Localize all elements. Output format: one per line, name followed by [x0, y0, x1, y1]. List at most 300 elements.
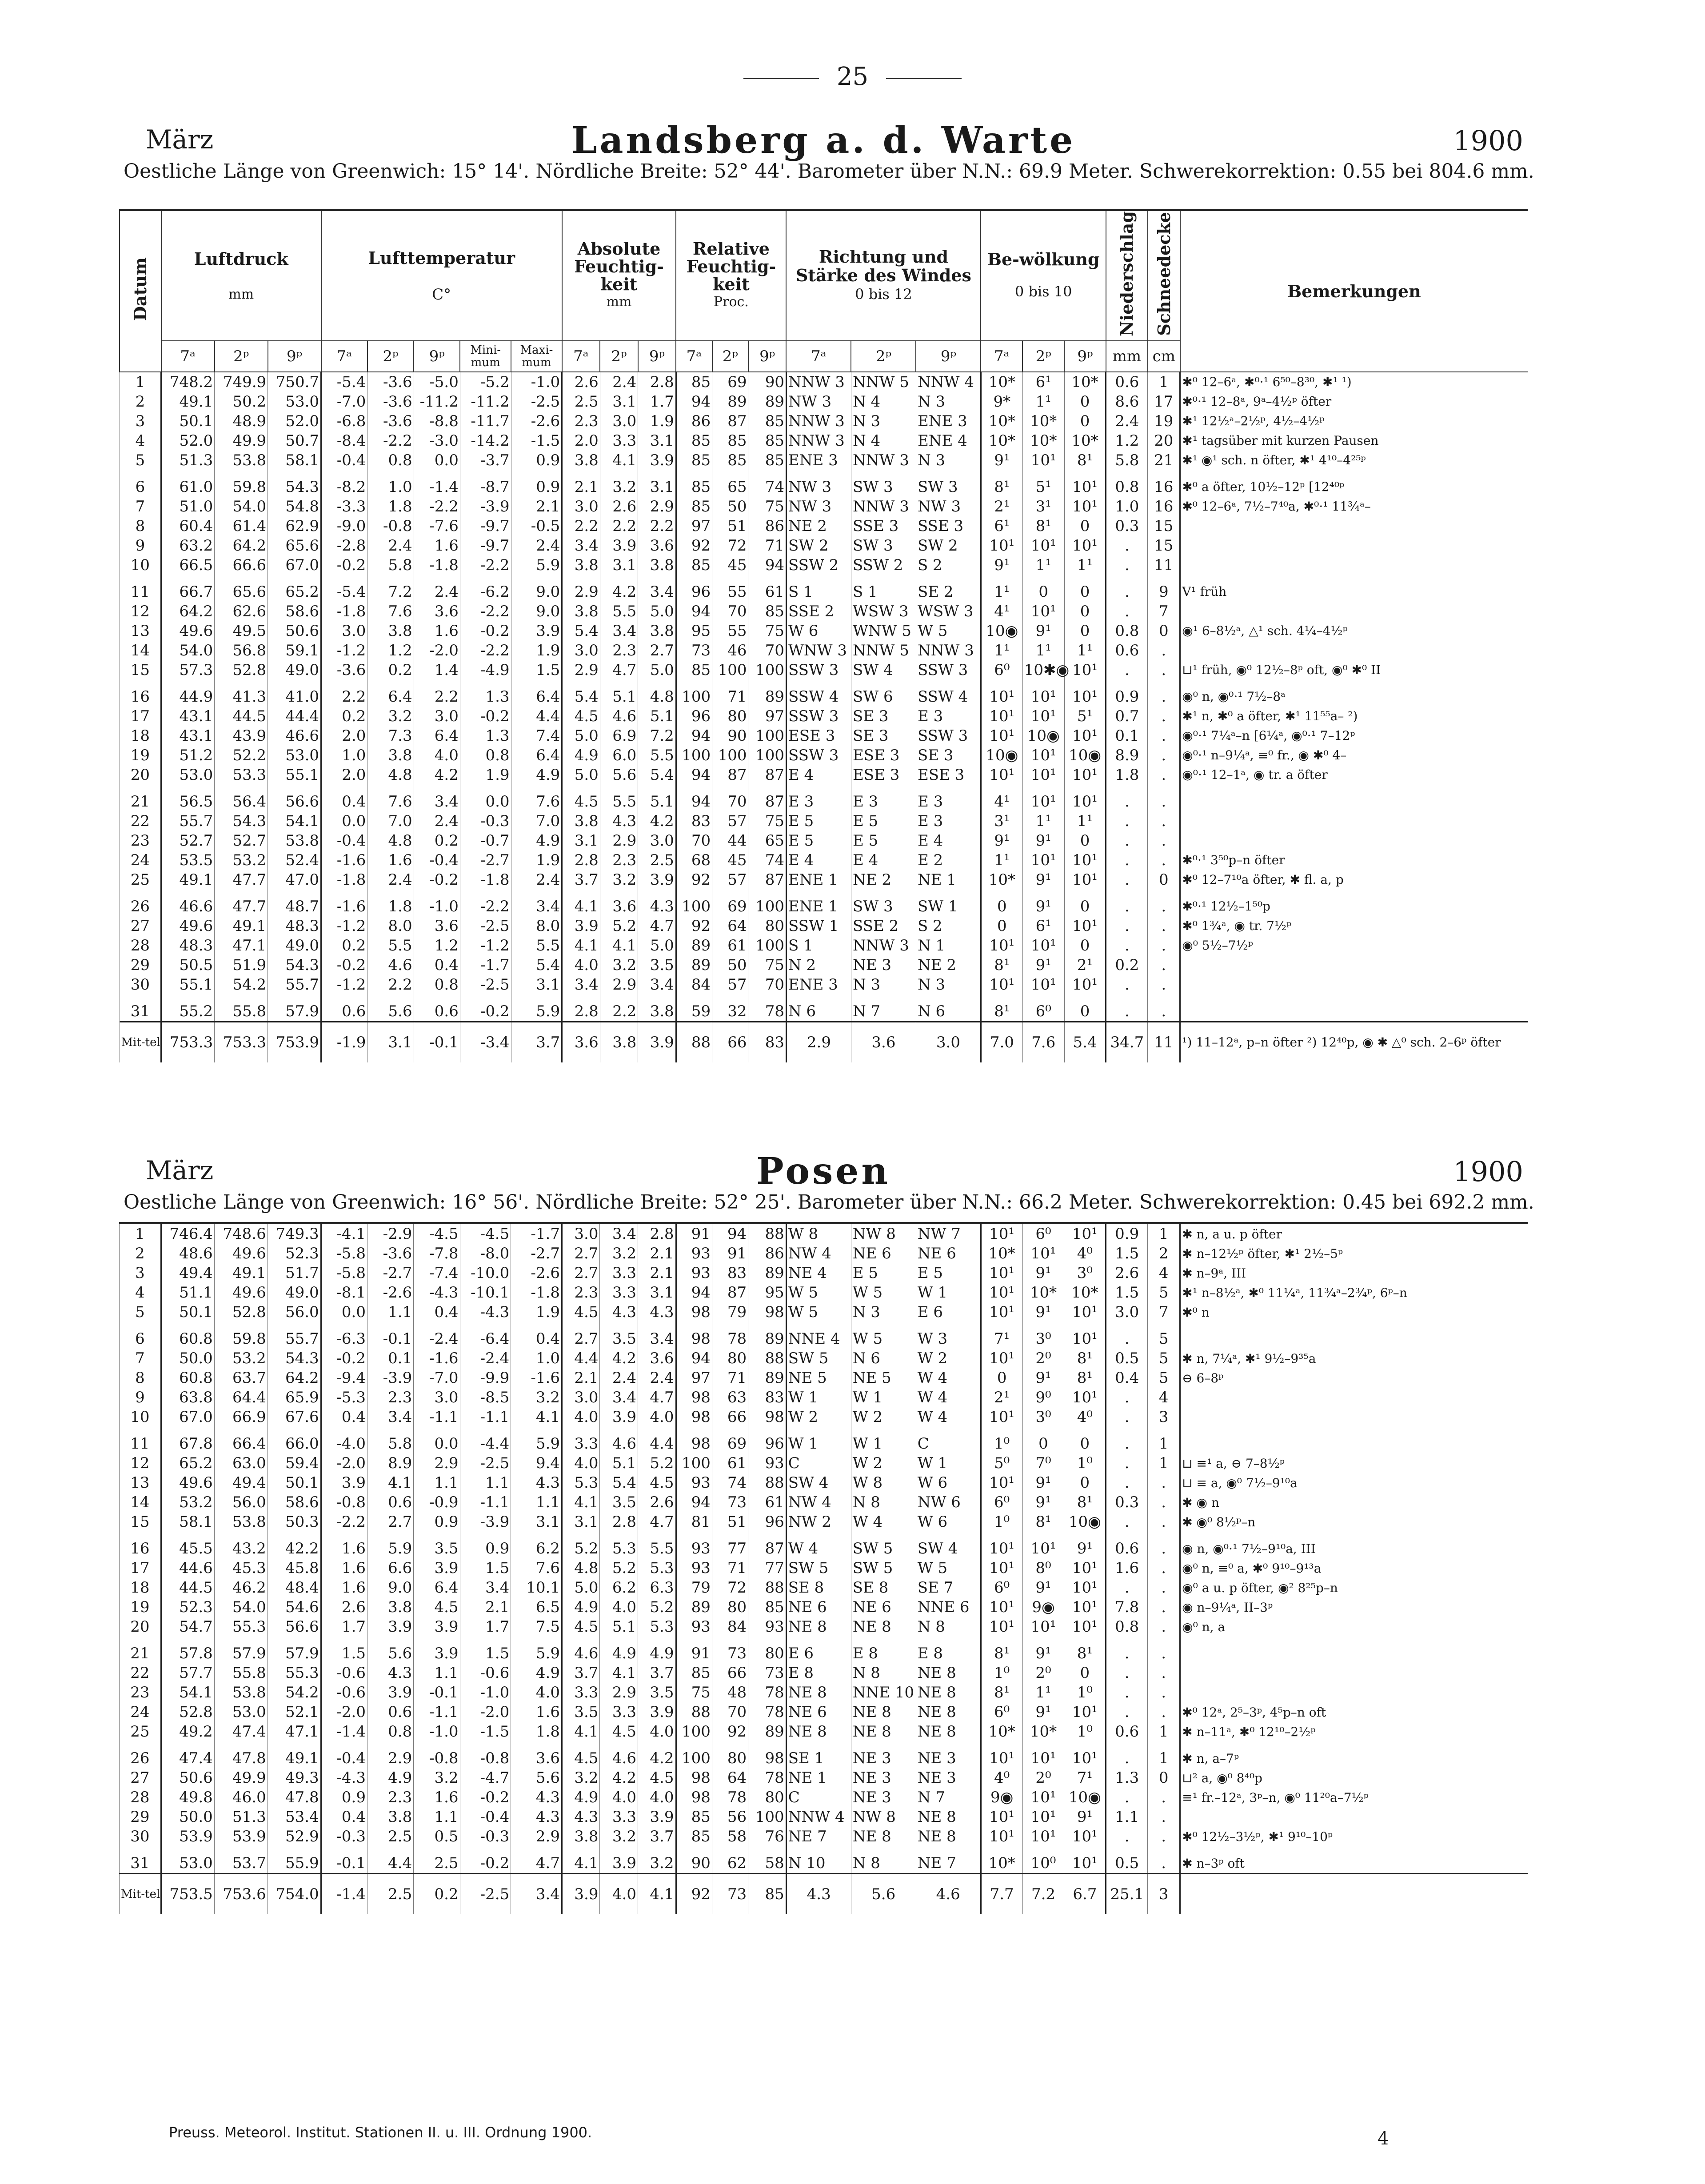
cell-p7: 45.5 — [161, 1532, 214, 1558]
cell-r9: 58 — [748, 1846, 787, 1874]
cell-p2: 52.2 — [215, 746, 268, 765]
cell-b9: 10¹ — [1064, 1846, 1106, 1874]
cell-p2: 51.9 — [215, 955, 268, 975]
cell-p7: 54.1 — [161, 1683, 214, 1702]
cell-p9: 42.2 — [268, 1532, 321, 1558]
cell-a2: 2.9 — [600, 831, 638, 850]
cell-b9: 8¹ — [1064, 1349, 1106, 1368]
cell-w2: NNE 10 — [851, 1683, 916, 1702]
observation-table — [119, 211, 1528, 1062]
cell-nied: 1.0 — [1106, 497, 1148, 516]
cell-r2: 73 — [712, 1493, 748, 1512]
cell-t7: -9.0 — [321, 516, 367, 536]
cell-tmax: 5.9 — [511, 555, 562, 575]
cell-w2: N 7 — [851, 994, 916, 1022]
cell-w2: NE 2 — [851, 870, 916, 890]
cell-b2: 6¹ — [1022, 372, 1064, 392]
cell-schnee: 15 — [1148, 516, 1180, 536]
sub-2p: 2ᵖ — [712, 341, 748, 372]
cell-p9: 56.6 — [268, 1617, 321, 1637]
cell-r9: 100 — [748, 890, 787, 916]
cell-day: 31 — [120, 994, 161, 1022]
cell-r9: 70 — [748, 641, 787, 660]
mean-t7: -1.4 — [321, 1874, 367, 1915]
mean-schnee: 3 — [1148, 1874, 1180, 1915]
cell-p7: 52.3 — [161, 1597, 214, 1617]
cell-w7: NE 8 — [786, 1722, 851, 1741]
cell-day: 7 — [120, 497, 161, 516]
cell-p2: 47.7 — [215, 870, 268, 890]
cell-b7: 10* — [981, 431, 1022, 451]
cell-a7: 5.3 — [562, 1473, 600, 1493]
cell-t7: -0.6 — [321, 1683, 367, 1702]
cell-a7: 3.1 — [562, 1512, 600, 1532]
cell-t7: 1.6 — [321, 1558, 367, 1578]
cell-b2: 10✱◉ — [1022, 660, 1064, 680]
footer-imprint: Preuss. Meteorol. Institut. Stationen II. u. III. Ordnung 1900. — [169, 2124, 592, 2141]
cell-tmax: 5.5 — [511, 936, 562, 955]
cell-day: 7 — [120, 1349, 161, 1368]
cell-a2: 4.7 — [600, 660, 638, 680]
footer-number: 4 — [1378, 2128, 1389, 2149]
cell-w7: E 5 — [786, 811, 851, 831]
cell-r7: 94 — [676, 392, 712, 411]
cell-tmin: -2.4 — [460, 1349, 511, 1368]
bemerkungen-header-text: Bemerkungen — [1287, 281, 1421, 301]
cell-b9: 10¹ — [1064, 497, 1106, 516]
cell-b9: 0 — [1064, 890, 1106, 916]
cell-a7: 4.1 — [562, 890, 600, 916]
cell-bem: ⊖ 6–8ᵖ — [1180, 1368, 1528, 1388]
cell-t2: 5.9 — [367, 1532, 413, 1558]
cell-p9: 50.3 — [268, 1512, 321, 1532]
cell-r7: 98 — [676, 1388, 712, 1407]
cell-a7: 3.8 — [562, 555, 600, 575]
cell-b2: 9¹ — [1022, 1473, 1064, 1493]
mean-p9: 754.0 — [268, 1874, 321, 1915]
cell-p7: 61.0 — [161, 470, 215, 497]
mean-r9: 85 — [748, 1874, 787, 1915]
cell-b2: 1¹ — [1022, 641, 1064, 660]
cell-w7: W 5 — [786, 1302, 851, 1322]
cell-tmin: -2.5 — [460, 975, 511, 994]
cell-t9: -0.9 — [414, 1493, 460, 1512]
cell-tmin: -2.0 — [460, 1702, 511, 1722]
mean-row — [120, 1874, 1528, 1915]
cell-a2: 5.6 — [600, 765, 638, 785]
cell-p7: 54.0 — [161, 641, 215, 660]
cell-b7: 1⁰ — [981, 1512, 1022, 1532]
cell-t7: -0.1 — [321, 1846, 367, 1874]
cell-b7: 1⁰ — [981, 1663, 1022, 1683]
cell-r2: 74 — [712, 1473, 748, 1493]
cell-tmax: 6.4 — [511, 680, 562, 707]
cell-schnee: 19 — [1148, 411, 1180, 431]
cell-tmax: 4.3 — [511, 1807, 562, 1827]
cell-w9: W 4 — [916, 1388, 981, 1407]
cell-a9: 4.3 — [638, 890, 676, 916]
cell-p7: 63.2 — [161, 536, 215, 555]
cell-w2: NE 8 — [851, 1827, 916, 1846]
cell-t7: 0.2 — [321, 707, 367, 726]
cell-nied: 0.5 — [1106, 1846, 1148, 1874]
cell-t2: -3.6 — [367, 1244, 413, 1263]
mean-schnee: 11 — [1148, 1022, 1180, 1062]
cell-tmin: -9.9 — [460, 1368, 511, 1388]
cell-w2: NE 3 — [851, 1768, 916, 1788]
cell-nied: . — [1106, 1788, 1148, 1807]
mean-a2: 4.0 — [600, 1874, 638, 1915]
cell-day: 21 — [120, 1637, 161, 1663]
cell-t7: -1.2 — [321, 975, 367, 994]
cell-w9: NNE 6 — [916, 1597, 981, 1617]
cell-t9: 1.6 — [414, 536, 460, 555]
cell-tmax: -1.6 — [511, 1368, 562, 1388]
cell-w7: NNW 3 — [786, 411, 851, 431]
sub-maximum: Maxi-mum — [511, 341, 562, 372]
cell-b2: 0 — [1022, 1427, 1064, 1453]
cell-day: 22 — [120, 1663, 161, 1683]
cell-bem: ✱¹ ◉¹ sch. n öfter, ✱¹ 4¹⁰–4²⁵ᵖ — [1180, 451, 1528, 470]
table-row — [120, 451, 1528, 470]
cell-b7: 0 — [981, 916, 1022, 936]
cell-a9: 2.6 — [638, 1493, 676, 1512]
cell-p2: 66.6 — [215, 555, 268, 575]
cell-nied: 7.8 — [1106, 1597, 1148, 1617]
cell-a2: 4.2 — [600, 575, 638, 602]
cell-b7: 10¹ — [981, 1741, 1022, 1768]
table-row — [120, 936, 1528, 955]
cell-w7: W 2 — [786, 1407, 851, 1427]
cell-r9: 74 — [748, 850, 787, 870]
cell-b9: 10◉ — [1064, 1788, 1106, 1807]
sub-minimum: Mini-mum — [460, 341, 511, 372]
cell-a9: 4.0 — [638, 1407, 676, 1427]
cell-bem: ✱ n, a–7ᵖ — [1180, 1741, 1528, 1768]
cell-b2: 0 — [1022, 575, 1064, 602]
cell-b2: 10* — [1022, 431, 1064, 451]
cell-a7: 4.1 — [562, 1722, 600, 1741]
cell-b7: 10¹ — [981, 1807, 1022, 1827]
luftdruck-unit: mm — [228, 287, 254, 303]
table-row — [120, 1512, 1528, 1532]
cell-schnee: . — [1148, 1702, 1180, 1722]
cell-p9: 65.2 — [268, 575, 321, 602]
cell-p9: 62.9 — [268, 516, 321, 536]
cell-r9: 100 — [748, 660, 787, 680]
cell-b7: 10¹ — [981, 1597, 1022, 1617]
cell-b9: 10¹ — [1064, 1302, 1106, 1322]
table-row — [120, 1427, 1528, 1453]
cell-a2: 3.2 — [600, 470, 638, 497]
cell-schnee: . — [1148, 726, 1180, 746]
cell-nied: . — [1106, 1578, 1148, 1597]
cell-t2: 7.0 — [367, 811, 414, 831]
cell-p9: 55.3 — [268, 1663, 321, 1683]
cell-a7: 4.5 — [562, 1741, 600, 1768]
cell-tmax: 3.2 — [511, 1388, 562, 1407]
section-header — [119, 119, 1534, 209]
cell-t2: 0.8 — [367, 1722, 413, 1741]
cell-t7: 0.4 — [321, 785, 367, 811]
cell-b9: 0 — [1064, 1473, 1106, 1493]
cell-nied: . — [1106, 1453, 1148, 1473]
mittel-label: Mit-tel — [120, 1874, 161, 1915]
cell-t9: 0.5 — [414, 1827, 460, 1846]
cell-t9: 0.6 — [414, 994, 460, 1022]
cell-b2: 10¹ — [1022, 765, 1064, 785]
cell-a9: 3.4 — [638, 975, 676, 994]
cell-a7: 4.0 — [562, 1407, 600, 1427]
cell-b9: 4⁰ — [1064, 1244, 1106, 1263]
table-row — [120, 1663, 1528, 1683]
cell-r9: 80 — [748, 1637, 787, 1663]
cell-b7: 10¹ — [981, 1349, 1022, 1368]
cell-day: 23 — [120, 1683, 161, 1702]
cell-day: 22 — [120, 811, 161, 831]
mean-p9: 753.9 — [268, 1022, 321, 1062]
cell-t7: -0.2 — [321, 555, 367, 575]
cell-bem — [1180, 831, 1528, 850]
cell-w9: N 7 — [916, 1788, 981, 1807]
cell-tmax: -0.5 — [511, 516, 562, 536]
cell-w9: W 1 — [916, 1453, 981, 1473]
cell-tmin: -1.2 — [460, 936, 511, 955]
cell-b7: 10¹ — [981, 936, 1022, 955]
cell-t7: -5.3 — [321, 1388, 367, 1407]
cell-bem — [1180, 811, 1528, 831]
cell-schnee: . — [1148, 1637, 1180, 1663]
table-row — [120, 1722, 1528, 1741]
cell-a9: 2.9 — [638, 497, 676, 516]
rel-feuchtigkeit-title: Relative Feuchtig-keit — [686, 239, 776, 295]
cell-p9: 59.4 — [268, 1453, 321, 1473]
cell-t2: 0.2 — [367, 660, 414, 680]
table-row — [120, 1283, 1528, 1302]
cell-b2: 9¹ — [1022, 870, 1064, 890]
cell-a7: 3.3 — [562, 1683, 600, 1702]
cell-r9: 87 — [748, 1532, 787, 1558]
cell-b9: 10¹ — [1064, 536, 1106, 555]
cell-a9: 1.9 — [638, 411, 676, 431]
cell-w7: W 8 — [786, 1224, 851, 1244]
cell-r7: 98 — [676, 1768, 712, 1788]
sub-9p: 9ᵖ — [748, 341, 787, 372]
cell-b9: 8¹ — [1064, 1493, 1106, 1512]
cell-bem: ◉⁰·¹ 7¼ᵃ–n [6¼ᵃ, ◉⁰·¹ 7–12ᵖ — [1180, 726, 1528, 746]
table-row — [120, 575, 1528, 602]
cell-p7: 51.3 — [161, 451, 215, 470]
cell-t9: 0.9 — [414, 1512, 460, 1532]
cell-r9: 73 — [748, 1663, 787, 1683]
cell-t9: 1.1 — [414, 1663, 460, 1683]
cell-nied: . — [1106, 1473, 1148, 1493]
cell-bem: ◉ n–9¼ᵃ, II–3ᵖ — [1180, 1597, 1528, 1617]
cell-t2: 3.8 — [367, 621, 414, 641]
table-row — [120, 431, 1528, 451]
cell-a7: 4.5 — [562, 1302, 600, 1322]
cell-p7: 53.0 — [161, 765, 215, 785]
cell-day: 18 — [120, 726, 161, 746]
cell-w2: NE 3 — [851, 1741, 916, 1768]
cell-day: 16 — [120, 1532, 161, 1558]
cell-r7: 59 — [676, 994, 712, 1022]
cell-w7: E 4 — [786, 850, 851, 870]
cell-a7: 2.1 — [562, 470, 600, 497]
cell-b2: 9¹ — [1022, 1263, 1064, 1283]
cell-b7: 10¹ — [981, 1617, 1022, 1637]
cell-r7: 89 — [676, 936, 712, 955]
cell-r9: 76 — [748, 1827, 787, 1846]
cell-p7: 43.1 — [161, 707, 215, 726]
cell-b9: 3⁰ — [1064, 1263, 1106, 1283]
cell-t2: 4.3 — [367, 1663, 413, 1683]
rel-feuchtigkeit-header — [676, 211, 786, 341]
cell-r2: 71 — [712, 1368, 748, 1388]
cell-tmax: 1.9 — [511, 850, 562, 870]
cell-w7: C — [786, 1453, 851, 1473]
cell-a9: 4.0 — [638, 1722, 676, 1741]
cell-bem — [1180, 1322, 1528, 1349]
cell-p9: 49.0 — [268, 1283, 321, 1302]
cell-t7: -6.8 — [321, 411, 367, 431]
cell-p9: 55.9 — [268, 1846, 321, 1874]
cell-a7: 2.7 — [562, 1322, 600, 1349]
cell-a7: 5.4 — [562, 680, 600, 707]
cell-schnee: . — [1148, 1807, 1180, 1827]
cell-a9: 3.7 — [638, 1827, 676, 1846]
cell-b9: 1⁰ — [1064, 1453, 1106, 1473]
cell-nied: 8.6 — [1106, 392, 1148, 411]
cell-r2: 80 — [712, 1597, 748, 1617]
cell-t7: -1.2 — [321, 641, 367, 660]
cell-t2: 6.6 — [367, 1558, 413, 1578]
cell-r7: 90 — [676, 1846, 712, 1874]
cell-b7: 10¹ — [981, 1263, 1022, 1283]
cell-bem — [1180, 975, 1528, 994]
cell-b7: 9¹ — [981, 555, 1022, 575]
cell-t2: 8.9 — [367, 1453, 413, 1473]
cell-t9: -7.0 — [414, 1368, 460, 1388]
cell-p9: 49.3 — [268, 1768, 321, 1788]
cell-p2: 45.3 — [214, 1558, 268, 1578]
cell-t7: -0.6 — [321, 1663, 367, 1683]
cell-r2: 66 — [712, 1663, 748, 1683]
cell-p9: 749.3 — [268, 1224, 321, 1244]
cell-t2: -3.6 — [367, 411, 414, 431]
cell-p2: 49.1 — [215, 916, 268, 936]
cell-nied: . — [1106, 1512, 1148, 1532]
cell-t2: 5.5 — [367, 936, 414, 955]
cell-schnee: 5 — [1148, 1283, 1180, 1302]
cell-t2: -2.6 — [367, 1283, 413, 1302]
cell-r2: 72 — [712, 1578, 748, 1597]
table-row — [120, 765, 1528, 785]
cell-p7: 60.8 — [161, 1322, 214, 1349]
cell-b2: 10⁰ — [1022, 1846, 1064, 1874]
cell-p2: 49.6 — [214, 1283, 268, 1302]
cell-a7: 4.5 — [562, 1617, 600, 1637]
cell-w7: NE 8 — [786, 1683, 851, 1702]
cell-r9: 86 — [748, 1244, 787, 1263]
cell-r7: 84 — [676, 975, 712, 994]
cell-b2: 10¹ — [1022, 1532, 1064, 1558]
mean-w2: 3.6 — [851, 1022, 916, 1062]
cell-tmax: 4.1 — [511, 1407, 562, 1427]
cell-a9: 4.0 — [638, 1788, 676, 1807]
cell-p2: 47.4 — [214, 1722, 268, 1741]
cell-p9: 65.9 — [268, 1388, 321, 1407]
cell-t7: -2.0 — [321, 1702, 367, 1722]
cell-w9: SE 7 — [916, 1578, 981, 1597]
page-number-dash-right — [886, 78, 962, 79]
cell-a2: 3.9 — [600, 1407, 638, 1427]
cell-w7: E 8 — [786, 1663, 851, 1683]
cell-bem: ◉⁰ n, ≡⁰ a, ✱⁰ 9¹⁰–9¹³a — [1180, 1558, 1528, 1578]
cell-b2: 10¹ — [1022, 1741, 1064, 1768]
mean-t2: 2.5 — [367, 1874, 413, 1915]
sub-7a: 7ᵃ — [321, 341, 367, 372]
cell-r2: 73 — [712, 1637, 748, 1663]
cell-r7: 93 — [676, 1532, 712, 1558]
cell-r2: 90 — [712, 726, 748, 746]
cell-b9: 1⁰ — [1064, 1722, 1106, 1741]
sub-9p: 9ᵖ — [268, 341, 321, 372]
cell-a9: 5.5 — [638, 1532, 676, 1558]
cell-w7: NW 3 — [786, 392, 851, 411]
cell-b9: 10¹ — [1064, 975, 1106, 994]
cell-b2: 10¹ — [1022, 451, 1064, 470]
cell-b2: 8¹ — [1022, 516, 1064, 536]
cell-p7: 60.8 — [161, 1368, 214, 1388]
cell-a2: 3.2 — [600, 870, 638, 890]
cell-p7: 43.1 — [161, 726, 215, 746]
cell-p2: 53.8 — [214, 1512, 268, 1532]
cell-r9: 85 — [748, 1597, 787, 1617]
cell-p2: 41.3 — [215, 680, 268, 707]
cell-p7: 47.4 — [161, 1741, 214, 1768]
sub-7a: 7ᵃ — [981, 341, 1022, 372]
cell-w2: NE 3 — [851, 955, 916, 975]
cell-t9: 0.2 — [414, 831, 460, 850]
cell-a9: 3.4 — [638, 575, 676, 602]
cell-tmin: -9.7 — [460, 536, 511, 555]
cell-t9: -4.3 — [414, 1283, 460, 1302]
cell-p9: 50.7 — [268, 431, 321, 451]
cell-w9: NE 2 — [916, 955, 981, 975]
cell-a7: 2.9 — [562, 575, 600, 602]
cell-r7: 95 — [676, 621, 712, 641]
cell-r7: 100 — [676, 680, 712, 707]
cell-nied: . — [1106, 1683, 1148, 1702]
cell-a7: 3.9 — [562, 916, 600, 936]
cell-w7: ENE 1 — [786, 890, 851, 916]
cell-a9: 4.7 — [638, 916, 676, 936]
cell-schnee: . — [1148, 707, 1180, 726]
cell-nied: . — [1106, 555, 1148, 575]
cell-day: 24 — [120, 850, 161, 870]
cell-p2: 59.8 — [214, 1322, 268, 1349]
cell-nied: 0.3 — [1106, 516, 1148, 536]
cell-bem: ◉ n, ◉⁰·¹ 7½–9¹⁰a, III — [1180, 1532, 1528, 1558]
table-row — [120, 1349, 1528, 1368]
cell-day: 12 — [120, 1453, 161, 1473]
cell-tmax: 5.4 — [511, 955, 562, 975]
cell-r9: 70 — [748, 975, 787, 994]
cell-b9: 10¹ — [1064, 916, 1106, 936]
cell-p9: 48.7 — [268, 890, 321, 916]
cell-day: 13 — [120, 621, 161, 641]
